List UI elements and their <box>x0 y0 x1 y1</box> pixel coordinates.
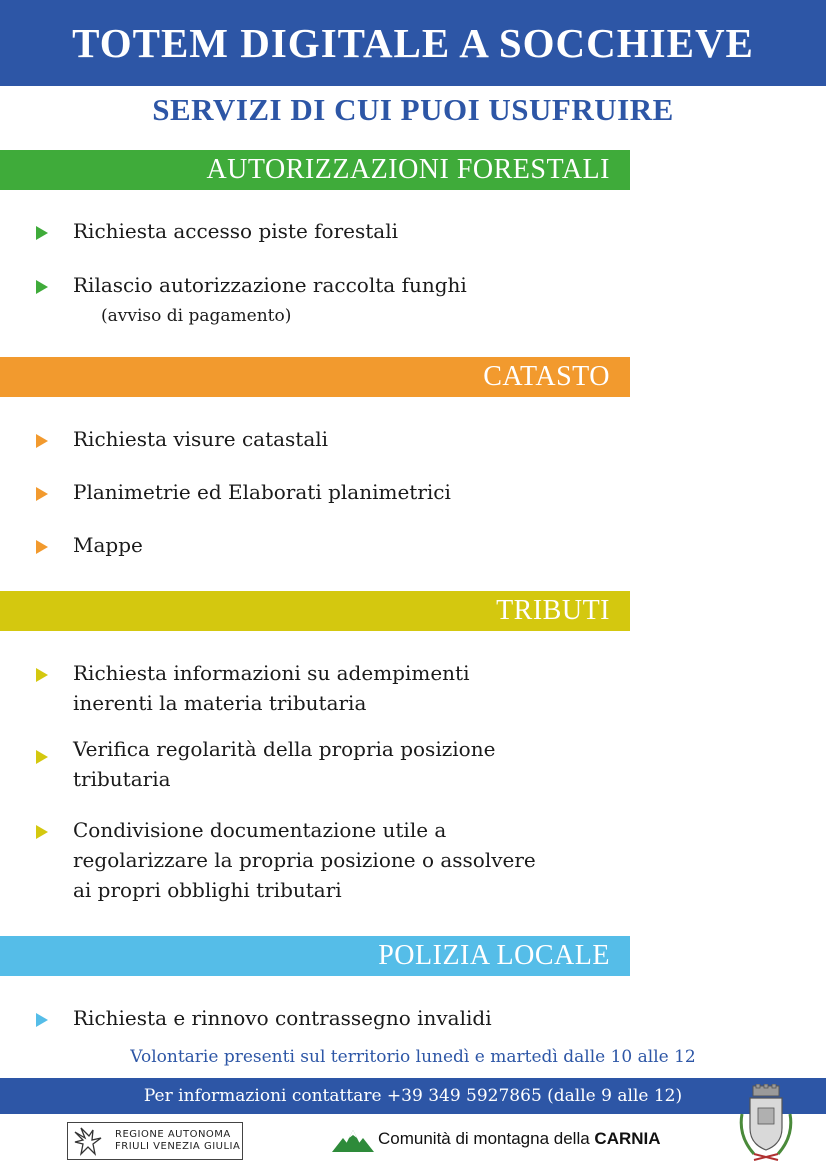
item-text: Richiesta accesso piste forestali <box>73 219 398 243</box>
item-text: Richiesta visure catastali <box>73 427 329 451</box>
section-header-autorizzazioni <box>0 150 630 190</box>
section-header-polizia <box>0 936 630 976</box>
triangle-bullet-icon <box>36 750 48 764</box>
item-text: Rilascio autorizzazione raccolta funghi <box>73 273 467 297</box>
section-title: CATASTO <box>483 361 610 392</box>
triangle-bullet-icon <box>36 540 48 554</box>
item-text-line: ai propri obblighi tributari <box>73 878 342 902</box>
section-title: AUTORIZZAZIONI FORESTALI <box>206 154 610 185</box>
item-text-line: inerenti la materia tributaria <box>73 691 367 715</box>
volunteer-schedule: Volontarie presenti sul territorio lunedì e martedì dalle 10 alle 12 <box>130 1047 696 1067</box>
regione-line2: FRIULI VENEZIA GIULIA <box>115 1141 241 1152</box>
triangle-bullet-icon <box>36 434 48 448</box>
regione-line1: REGIONE AUTONOMA <box>115 1129 231 1140</box>
section-header-catasto <box>0 357 630 397</box>
header-bar <box>0 0 826 86</box>
item-text-line: Richiesta informazioni su adempimenti <box>73 661 470 685</box>
eagle-icon <box>71 1124 105 1158</box>
item-text: Planimetrie ed Elaborati planimetrici <box>73 480 451 504</box>
triangle-bullet-icon <box>36 487 48 501</box>
item-text: Richiesta e rinnovo contrassegno invalidi <box>73 1006 492 1030</box>
section-title: POLIZIA LOCALE <box>378 940 610 971</box>
triangle-bullet-icon <box>36 226 48 240</box>
section-header-tributi <box>0 591 630 631</box>
subtitle: SERVIZI DI CUI PUOI USUFRUIRE <box>152 92 674 127</box>
triangle-bullet-icon <box>36 280 48 294</box>
mountain-icon <box>332 1126 374 1152</box>
triangle-bullet-icon <box>36 668 48 682</box>
municipal-crest-icon <box>736 1084 796 1166</box>
section-title: TRIBUTI <box>496 595 610 626</box>
contact-text: Per informazioni contattare +39 349 5927865 (dalle 9 alle 12) <box>143 1086 683 1106</box>
page-title: TOTEM DIGITALE A SOCCHIEVE <box>72 20 754 66</box>
item-text-line: Verifica regolarità della propria posizione <box>73 737 496 761</box>
contact-bar <box>0 1078 826 1114</box>
footer <box>0 1114 826 1169</box>
carnia-text-bold: CARNIA <box>594 1129 661 1148</box>
item-text: Mappe <box>73 533 143 557</box>
item-note: (avviso di pagamento) <box>101 306 292 326</box>
carnia-text-prefix: Comunità di montagna della <box>378 1129 595 1148</box>
triangle-bullet-icon <box>36 825 48 839</box>
item-text-line: Condivisione documentazione utile a <box>73 818 447 842</box>
regione-logo <box>67 1122 243 1160</box>
triangle-bullet-icon <box>36 1013 48 1027</box>
item-text-line: regolarizzare la propria posizione o assolvere <box>73 848 536 872</box>
item-text-line: tributaria <box>73 767 171 791</box>
carnia-logo <box>332 1126 661 1152</box>
